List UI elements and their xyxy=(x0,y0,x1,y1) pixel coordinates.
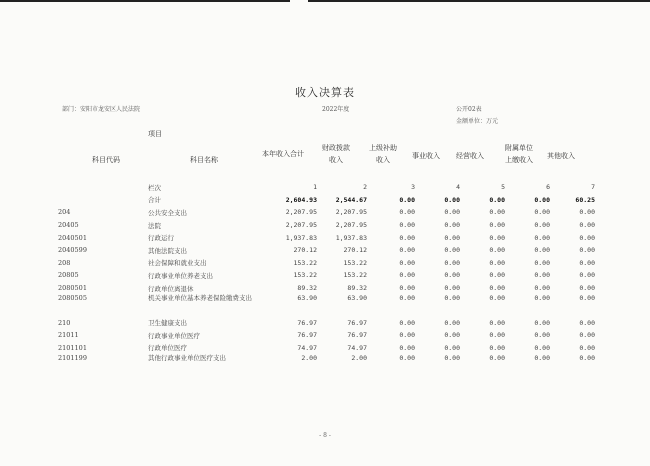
fiscal-cell: 270.12 xyxy=(343,246,367,255)
affiliated-cell: 0.00 xyxy=(534,354,550,363)
operating-cell: 0.00 xyxy=(489,233,505,242)
affiliated-cell: 0.00 xyxy=(534,258,550,267)
business-cell: 0.00 xyxy=(444,354,460,363)
table-row xyxy=(58,329,595,342)
superior-cell: 0.00 xyxy=(399,233,415,242)
fiscal-cell: 76.97 xyxy=(347,331,367,340)
code-cell: 210 xyxy=(58,318,71,327)
header-superior xyxy=(363,142,403,166)
total-cell: 2,207.95 xyxy=(285,208,317,217)
fiscal-cell: 2.00 xyxy=(351,354,367,363)
superior-cell: 0.00 xyxy=(399,331,415,340)
code-cell: 2080501 xyxy=(58,284,87,293)
name-cell: 其他行政事业单位医疗支出 xyxy=(148,354,226,363)
header-affiliated-line2: 上缴收入 xyxy=(505,156,533,164)
business-cell: 0.00 xyxy=(444,246,460,255)
name-cell: 合计 xyxy=(148,196,161,205)
affiliated-cell: 0.00 xyxy=(534,284,550,293)
fiscal-cell: 63.90 xyxy=(347,294,367,303)
table-row xyxy=(58,342,595,355)
other-cell: 0.00 xyxy=(579,318,595,327)
table-row xyxy=(58,231,595,244)
table-title: 收入决算表 xyxy=(295,86,355,99)
total-cell: 153.22 xyxy=(293,258,317,267)
header-item: 项目 xyxy=(148,130,162,138)
other-cell: 60.25 xyxy=(575,195,595,204)
name-cell: 机关事业单位基本养老保险缴费支出 xyxy=(148,294,252,303)
code-cell: 20405 xyxy=(58,221,79,230)
operating-cell: 0.00 xyxy=(489,246,505,255)
superior-cell: 0.00 xyxy=(399,284,415,293)
total-cell: 2.00 xyxy=(301,354,317,363)
scan-edge-line xyxy=(0,0,290,2)
superior-cell: 0.00 xyxy=(399,271,415,280)
business-cell: 0.00 xyxy=(444,294,460,303)
table-row xyxy=(58,244,595,257)
fiscal-cell: 2,207.95 xyxy=(335,208,367,217)
operating-cell: 0.00 xyxy=(489,294,505,303)
code-cell: 208 xyxy=(58,258,71,267)
superior-cell: 3 xyxy=(411,183,415,192)
name-cell: 行政单位医疗 xyxy=(148,344,187,353)
other-cell: 0.00 xyxy=(579,294,595,303)
table-row xyxy=(58,269,595,282)
affiliated-cell: 0.00 xyxy=(534,221,550,230)
form-code-label: 公开02表 xyxy=(456,106,482,113)
table-row xyxy=(58,219,595,232)
affiliated-cell: 0.00 xyxy=(534,343,550,352)
header-affiliated xyxy=(497,142,541,166)
other-cell: 7 xyxy=(591,183,595,192)
affiliated-cell: 0.00 xyxy=(534,331,550,340)
header-name: 科目名称 xyxy=(190,156,218,164)
name-cell: 法院 xyxy=(148,221,161,230)
page-number: - 8 - xyxy=(319,432,331,439)
superior-cell: 0.00 xyxy=(399,258,415,267)
total-cell: 1,937.83 xyxy=(285,233,317,242)
name-cell: 社会保障和就业支出 xyxy=(148,259,207,268)
fiscal-cell: 1,937.83 xyxy=(335,233,367,242)
operating-cell: 0.00 xyxy=(489,354,505,363)
code-cell: 2040599 xyxy=(58,246,87,255)
business-cell: 0.00 xyxy=(444,258,460,267)
code-cell: 204 xyxy=(58,208,71,217)
fiscal-cell: 2,207.95 xyxy=(335,221,367,230)
income-table xyxy=(58,181,595,376)
header-superior-line1: 上级补助 xyxy=(369,144,397,152)
table-row xyxy=(58,206,595,219)
other-cell: 0.00 xyxy=(579,271,595,280)
total-cell: 63.90 xyxy=(297,294,317,303)
year-label: 2022年度 xyxy=(322,106,350,113)
operating-cell: 0.00 xyxy=(489,343,505,352)
name-cell: 栏次 xyxy=(148,183,161,192)
fiscal-cell: 153.22 xyxy=(343,271,367,280)
operating-cell: 0.00 xyxy=(489,221,505,230)
other-cell: 0.00 xyxy=(579,284,595,293)
header-fiscal xyxy=(316,142,356,166)
business-cell: 0.00 xyxy=(444,331,460,340)
operating-cell: 5 xyxy=(501,183,505,192)
code-cell: 21011 xyxy=(58,331,79,340)
fiscal-cell: 76.97 xyxy=(347,318,367,327)
affiliated-cell: 0.00 xyxy=(534,294,550,303)
table-row xyxy=(58,294,595,316)
code-cell xyxy=(58,194,145,207)
table-row xyxy=(58,316,595,329)
header-operating: 经营收入 xyxy=(456,152,484,160)
fiscal-cell: 2,544.67 xyxy=(335,195,367,204)
affiliated-cell: 0.00 xyxy=(534,195,550,204)
superior-cell: 0.00 xyxy=(399,195,415,204)
department-label: 部门：安阳市龙安区人民法院 xyxy=(62,106,141,113)
unit-label: 金额单位：万元 xyxy=(456,118,499,125)
business-cell: 0.00 xyxy=(444,271,460,280)
other-cell: 0.00 xyxy=(579,246,595,255)
business-cell: 0.00 xyxy=(444,208,460,217)
code-cell xyxy=(58,181,145,194)
operating-cell: 0.00 xyxy=(489,271,505,280)
business-cell: 4 xyxy=(456,183,460,192)
name-cell: 行政单位离退休 xyxy=(148,284,194,293)
business-cell: 0.00 xyxy=(444,221,460,230)
superior-cell: 0.00 xyxy=(399,354,415,363)
other-cell: 0.00 xyxy=(579,343,595,352)
superior-cell: 0.00 xyxy=(399,208,415,217)
total-cell: 74.97 xyxy=(297,343,317,352)
code-cell: 2040501 xyxy=(58,233,87,242)
name-cell: 行政运行 xyxy=(148,234,174,243)
name-cell: 卫生健康支出 xyxy=(148,319,187,328)
business-cell: 0.00 xyxy=(444,284,460,293)
name-cell: 行政事业单位医疗 xyxy=(148,331,200,340)
other-cell: 0.00 xyxy=(579,221,595,230)
total-cell: 76.97 xyxy=(297,318,317,327)
fiscal-cell: 89.32 xyxy=(347,284,367,293)
code-cell: 2080505 xyxy=(58,294,87,303)
superior-cell: 0.00 xyxy=(399,246,415,255)
superior-cell: 0.00 xyxy=(399,221,415,230)
affiliated-cell: 0.00 xyxy=(534,271,550,280)
total-cell: 89.32 xyxy=(297,284,317,293)
superior-cell: 0.00 xyxy=(399,318,415,327)
header-affiliated-line1: 附属单位 xyxy=(505,144,533,152)
name-cell: 其他法院支出 xyxy=(148,246,187,255)
affiliated-cell: 0.00 xyxy=(534,208,550,217)
operating-cell: 0.00 xyxy=(489,195,505,204)
operating-cell: 0.00 xyxy=(489,331,505,340)
other-cell: 0.00 xyxy=(579,233,595,242)
code-cell: 2101101 xyxy=(58,343,87,352)
table-row xyxy=(58,257,595,270)
operating-cell: 0.00 xyxy=(489,318,505,327)
table-row xyxy=(58,354,595,376)
operating-cell: 0.00 xyxy=(489,284,505,293)
table-row xyxy=(58,181,595,194)
operating-cell: 0.00 xyxy=(489,258,505,267)
header-other: 其他收入 xyxy=(547,152,575,160)
header-code: 科目代码 xyxy=(92,156,120,164)
affiliated-cell: 0.00 xyxy=(534,246,550,255)
header-superior-line2: 收入 xyxy=(376,156,390,164)
other-cell: 0.00 xyxy=(579,258,595,267)
affiliated-cell: 0.00 xyxy=(534,318,550,327)
header-business: 事业收入 xyxy=(412,152,440,160)
affiliated-cell: 0.00 xyxy=(534,233,550,242)
fiscal-cell: 74.97 xyxy=(347,343,367,352)
business-cell: 0.00 xyxy=(444,195,460,204)
header-fiscal-line2: 收入 xyxy=(329,156,343,164)
name-cell: 行政事业单位养老支出 xyxy=(148,271,213,280)
total-cell: 2,604.93 xyxy=(285,195,317,204)
other-cell: 0.00 xyxy=(579,354,595,363)
total-cell: 76.97 xyxy=(297,331,317,340)
total-cell: 2,207.95 xyxy=(285,221,317,230)
superior-cell: 0.00 xyxy=(399,343,415,352)
total-cell: 270.12 xyxy=(293,246,317,255)
name-cell: 公共安全支出 xyxy=(148,208,187,217)
code-cell: 20805 xyxy=(58,271,79,280)
table-row xyxy=(58,194,595,207)
fiscal-cell: 153.22 xyxy=(343,258,367,267)
operating-cell: 0.00 xyxy=(489,208,505,217)
table-row xyxy=(58,282,595,295)
business-cell: 0.00 xyxy=(444,233,460,242)
total-cell: 153.22 xyxy=(293,271,317,280)
code-cell: 2101199 xyxy=(58,354,87,363)
scan-edge-line xyxy=(308,0,650,2)
business-cell: 0.00 xyxy=(444,343,460,352)
fiscal-cell: 2 xyxy=(363,183,367,192)
total-cell: 1 xyxy=(313,183,317,192)
business-cell: 0.00 xyxy=(444,318,460,327)
other-cell: 0.00 xyxy=(579,331,595,340)
header-fiscal-line1: 财政拨款 xyxy=(322,144,350,152)
superior-cell: 0.00 xyxy=(399,294,415,303)
affiliated-cell: 6 xyxy=(546,183,550,192)
header-total: 本年收入合计 xyxy=(262,150,304,158)
other-cell: 0.00 xyxy=(579,208,595,217)
